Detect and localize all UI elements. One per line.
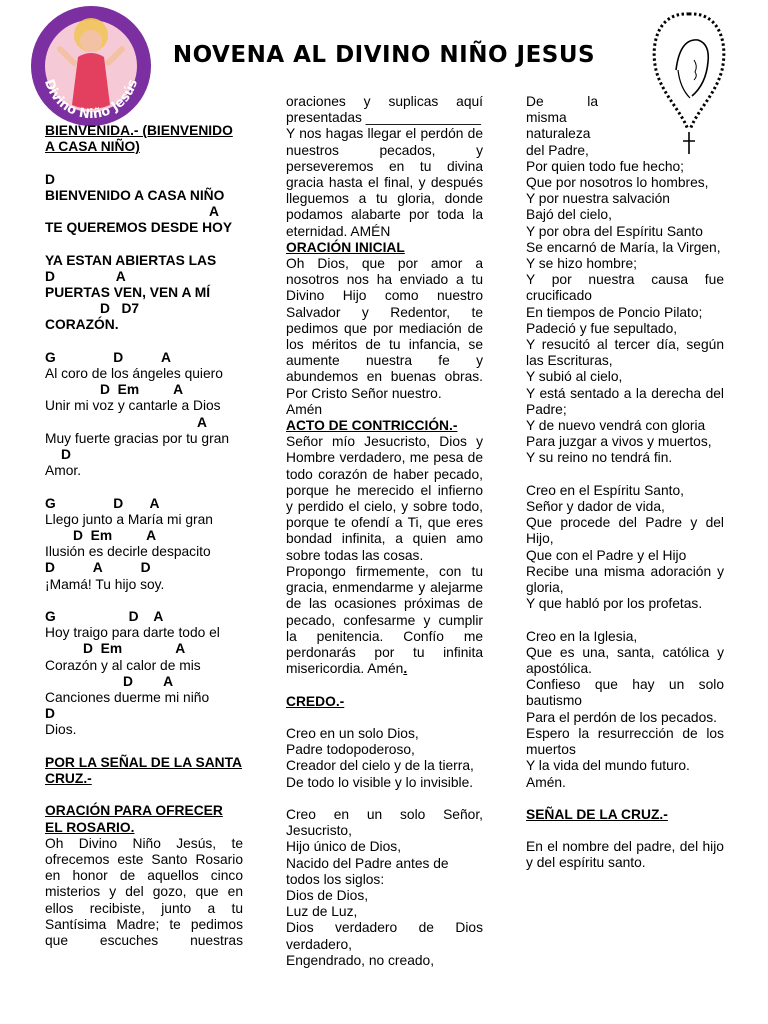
offer-text-continued: Y nos hagas llegar el perdón de nuestros pecados, y perseveremos en tu divina gracia hasta el final, y después lleguemos a tu gloria, donde podamos alabarte por toda la eternidad. AMÉN — [286, 126, 483, 239]
chord-line: D Em A — [100, 382, 184, 398]
creed-line: Creo en la Iglesia, — [526, 628, 638, 644]
lyric-line: Al coro de los ángeles quiero — [45, 366, 223, 381]
sign-of-cross-text: En el nombre del padre, del hijo y del espíritu santo. — [526, 839, 724, 871]
creed-line: Para juzgar a vivos y muertos, — [526, 434, 712, 450]
creed-line: misma — [526, 110, 567, 126]
creed-line: Y su reino no tendrá fin. — [526, 450, 673, 466]
lyric-line: Llego junto a María mi gran — [45, 511, 213, 527]
creed-line: Espero la resurrección de los muertos — [526, 725, 724, 758]
creed-line: Engendrado, no creado, — [286, 952, 435, 968]
contrition-text-body: Propongo firmemente, con tu gracia, enmendarme y alejarme de las ocasiones próximas de pecado, confesarme y cumplir la penitencia. Confío me perdonarás por tu infinita misericordia. Amén — [286, 563, 483, 677]
lyric-line: Unir mi voz y cantarle a Dios — [45, 398, 221, 414]
cross-heading: POR LA SEÑAL DE LA SANTA CRUZ.- — [45, 754, 242, 787]
initial-prayer-amen: Amén — [286, 401, 323, 417]
creed-line: Creo en un solo Señor, — [286, 806, 483, 822]
creed-line: Para el perdón de los pecados. — [526, 709, 717, 725]
creed-line: Y que habló por los profetas. — [526, 596, 703, 612]
document-title: NOVENA AL DIVINO NIÑO JESUS — [172, 42, 596, 68]
chord-line: D A D — [45, 560, 151, 576]
lyric-line: BIENVENIDO A CASA NIÑO — [45, 187, 225, 203]
creed-line: Y la vida del mundo futuro. — [526, 758, 690, 774]
chord-line: G D A — [45, 609, 164, 625]
creed-line: Padeció y fue sepultado, — [526, 320, 678, 336]
creed-line: verdadero, — [286, 936, 352, 952]
creed-line: Y está sentado a la derecha del Padre; — [526, 385, 724, 417]
lyric-line: TE QUEREMOS DESDE HOY — [45, 220, 233, 236]
column-3 — [526, 94, 724, 872]
lyric-line: YA ESTAN ABIERTAS LAS — [45, 252, 217, 268]
creed-line: Creador del cielo y de la tierra, — [286, 758, 474, 774]
creed-line: Y por nuestra salvación — [526, 191, 670, 207]
chord-line: A — [209, 204, 219, 219]
offer-text: Oh Divino Niño Jesús, te ofrecemos este Santo Rosario en honor de aquellos cinco misterios y del gozo, que en ellos recibiste, junto a tu Santísima Madre; te pedimos que escuches nuestras — [45, 835, 243, 949]
creed-line: En tiempos de Poncio Pilato; — [526, 304, 703, 320]
lyric-line: Canciones duerme mi niño — [45, 690, 210, 706]
lyric-line: Dios. — [45, 722, 77, 738]
lyric-line: PUERTAS VEN, VEN A MÍ — [45, 285, 211, 300]
lyric-line: Amor. — [45, 463, 82, 479]
lyric-line: Hoy traigo para darte todo el — [45, 625, 220, 641]
creed-line: Bajó del cielo, — [526, 207, 612, 223]
creed-line: Por quien todo fue hecho; — [526, 158, 685, 174]
lyric-line: Ilusión es decirle despacito — [45, 544, 211, 560]
chord-line: D Em A — [73, 528, 157, 544]
initial-prayer-heading: ORACIÓN INICIAL — [286, 239, 405, 255]
chord-line: D Em A — [83, 641, 186, 657]
creed-line: Dios de Dios, — [286, 887, 369, 903]
creed-line: Nacido del Padre antes de todos los siglos: — [286, 855, 449, 887]
lyric-line: Corazón y al calor de mis — [45, 657, 201, 673]
creed-line: Y se hizo hombre; — [526, 256, 637, 272]
offer-text-continued: oraciones y suplicas aquí presentadas _______________ — [286, 94, 483, 126]
creed-line: Recibe una misma adoración y gloria, — [526, 563, 724, 596]
column-1 — [45, 123, 243, 949]
lyric-line: CORAZÓN. — [45, 317, 119, 333]
chord-line: D A — [45, 268, 126, 284]
sign-of-cross-heading: SEÑAL DE LA CRUZ.- — [526, 806, 668, 822]
creed-heading: CREDO.- — [286, 693, 345, 709]
column-2 — [286, 94, 483, 969]
creed-line: Que con el Padre y el Hijo — [526, 547, 687, 563]
creed-line: Dios verdadero de Dios — [286, 920, 483, 936]
initial-prayer-text: Oh Dios, que por amor a nosotros nos ha enviado a tu Divino Hijo como nuestro Salvador y Redentor, te pedimos que por mediación de los méritos de tu infancia, se aumente nuestra fe y abundemos en buenas obras. Por Cristo Señor nuestro. — [286, 256, 483, 401]
chord-line: D — [61, 447, 71, 463]
creed-line: Creo en un solo Dios, — [286, 725, 419, 741]
creed-line: Señor y dador de vida, — [526, 499, 665, 515]
creed-line: Y subió al cielo, — [526, 369, 623, 385]
creed-line: Luz de Luz, — [286, 904, 358, 920]
offer-heading: ORACIÓN PARA OFRECER EL ROSARIO. — [45, 803, 223, 835]
welcome-heading: BIENVENIDA.- (BIENVENIDO A CASA NIÑO) — [45, 123, 233, 155]
creed-line: Se encarnó de María, la Virgen, — [526, 239, 721, 255]
creed-line: Amén. — [526, 774, 566, 790]
chord-line: D D7 — [100, 301, 140, 317]
lyric-line: ¡Mamá! Tu hijo soy. — [45, 576, 165, 592]
creed-line: Y de nuevo vendrá con gloria — [526, 418, 706, 434]
creed-line: del Padre, — [526, 142, 589, 158]
creed-line: Que por nosotros lo hombres, — [526, 175, 709, 191]
creed-line: De la — [526, 94, 598, 109]
chord-line: G D A — [45, 495, 160, 511]
creed-line: Hijo único de Dios, — [286, 839, 402, 855]
creed-line: Padre todopoderoso, — [286, 742, 415, 758]
creed-line: Y por obra del Espíritu Santo — [526, 223, 703, 239]
contrition-text — [286, 564, 483, 677]
creed-line: Que es una, santa, católica y apostólica. — [526, 644, 724, 677]
creed-line: De todo lo visible y lo invisible. — [286, 774, 474, 790]
chord-line: D — [45, 706, 55, 722]
creed-line: Que procede del Padre y del Hijo, — [526, 515, 724, 547]
creed-line: Creo en el Espíritu Santo, — [526, 482, 684, 498]
chord-line: G D A — [45, 349, 171, 365]
creed-line: Y resucitó al tercer día, según las Escrituras, — [526, 337, 724, 369]
creed-line: Jesucristo, — [286, 823, 352, 839]
contrition-end: . — [403, 661, 408, 677]
logo-text: Divino Niño Jesús — [40, 77, 141, 123]
creed-line: naturaleza — [526, 126, 591, 142]
chord-line: D A — [123, 673, 174, 689]
chord-line: D — [45, 171, 55, 187]
lyric-line: Muy fuerte gracias por tu gran — [45, 430, 230, 446]
contrition-text: Señor mío Jesucristo, Dios y Hombre verdadero, me pesa de todo corazón de haber pecado, porque he merecido el infierno y perdido el cielo, y sobre todo, porque te ofendí a Ti, que eres bondad infinita, a quien amo sobre todas las cosas. — [286, 434, 483, 563]
chord-line: A — [197, 414, 207, 430]
creed-line: Confieso que hay un solo bautismo — [526, 677, 724, 709]
contrition-heading: ACTO DE CONTRICCIÓN.- — [286, 418, 458, 434]
creed-line: Y por nuestra causa fue crucificado — [526, 272, 724, 304]
